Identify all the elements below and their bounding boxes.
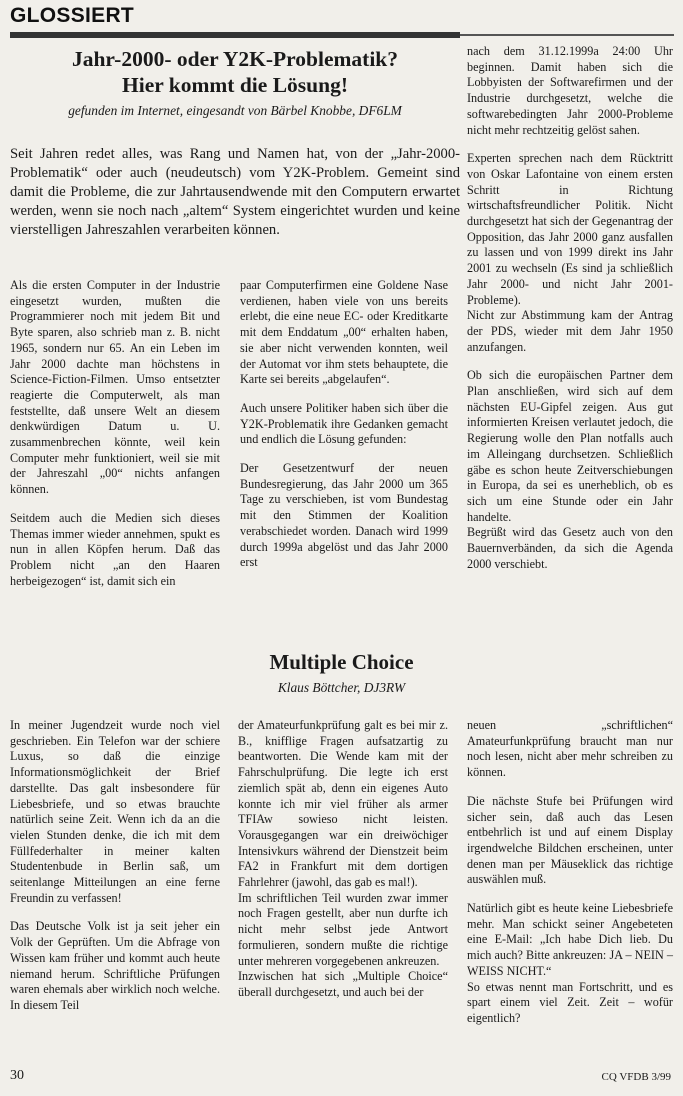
paragraph: paar Computerfirmen eine Goldene Nase verdienen, haben viele von uns bereits erlebt, die eine neue EC- oder Kreditkarte mit dem Enddatum „00“ erhalten haben, sie aber nicht verwenden konnten, weil der Automat vor ihm stets behauptete, die Karte sei bereits „abgelaufen“.	[240, 278, 448, 387]
paragraph: So etwas nennt man Fortschritt, und es spart einem viel Zeit. Zeit – wofür eigentlich?	[467, 979, 673, 1025]
paragraph: Seitdem auch die Medien sich dieses Themas immer wieder annehmen, spukt es nun in allen Köpfen herum. Daß das Problem nicht „an den Haaren herbeigezogen“ ist, damit sich ein	[10, 510, 220, 588]
paragraph: Nicht zur Abstimmung kam der Antrag der PDS, wieder mit dem Jahr 1950 anzufangen.	[467, 308, 673, 354]
article1-column-2	[240, 278, 448, 584]
article1-column-3	[467, 44, 673, 586]
magazine-issue: CQ VFDB 3/99	[601, 1071, 671, 1083]
paragraph: Die nächste Stufe bei Prüfungen wird sicher sein, daß auch das Lesen entbehrlich ist und auf einem Display irgendwelche Bildchen erscheinen, unter denen man per Mäuseklick das richtige auswählen muß.	[467, 793, 673, 887]
article1-title-line2: Hier kommt die Lösung!	[122, 73, 348, 97]
article2-byline: Klaus Böttcher, DJ3RW	[277, 680, 406, 695]
paragraph: der Amateurfunkprüfung galt es bei mir z. B., knifflige Fragen aufsatzartig zu beantworten. Die Wende kam mit der Fahrschulprüfung. Die legte ich erst ziemlich spät ab, denn ein eigenes Auto konnte ich mir viel früher als armer TFIAw sowieso nicht leisten. Vorausgegangen war ein dreiwöchiger Intensivkurs während der Dienstzeit beim FA2 in Frankfurt mit dem dortigen Fahrlehrer (jawohl, das gab es mal!).	[238, 718, 448, 890]
paragraph: In meiner Jugendzeit wurde noch viel geschrieben. Ein Telefon war der schiere Luxus, so daß die einzige Informationsmöglichkeit der Brief darstellte. Das galt insbesondere für Liebesbriefe, und so etwas brauchte natürlich seine Zeit. Wenn ich da an die vielen Stunden denke, die ich mit dem Füllfederhalter in meiner kalten Studentenbude in Berlin saß, um seitenlange Mitteilungen an eine ferne Freundin zu verfassen!	[10, 718, 220, 905]
paragraph: Inzwischen hat sich „Multiple Choice“ überall durchgesetzt, und auch bei der	[238, 969, 448, 999]
article2-column-3	[467, 718, 673, 1040]
paragraph: Im schriftlichen Teil wurden zwar immer noch Fragen gestellt, aber nun durfte ich nicht mehr selbst jede Antwort formulieren, sondern mußte die richtige unter mehreren vorgegebenen ankreuzen.	[238, 890, 448, 968]
article1-title	[10, 46, 460, 98]
paragraph: Der Gesetzentwurf der neuen Bundesregierung, das Jahr 2000 um 365 Tage zu verschieben, ist vom Bundestag mit den Stimmen der Koalition verabschiedet worden. Danach wird 1999 durch 1999a abgelöst und das Jahr 2000 erst	[240, 461, 448, 570]
paragraph: Das Deutsche Volk ist ja seit jeher ein Volk der Geprüften. Um die Abfrage von Wissen kam früher und kommt auch heute niemand herum. Schriftliche Prüfungen waren ehemals aber wirklich noch welche. In diesem Teil	[10, 919, 220, 1012]
header-rule-right	[460, 34, 674, 36]
paragraph: Ob sich die europäischen Partner dem Plan anschließen, wird sich auf dem nächsten EU-Gipfel zeigen. Aus gut informierten Kreisen verlautet jedoch, die Regierung wolle den Plan notfalls auch im Alleingang durchsetzen. Schließlich gäbe es schon heute Zeitverschiebungen in Europa, da sei es unerheblich, ob es sich um eine Stunde oder ein Jahr handelte.	[467, 368, 673, 524]
page-number: 30	[10, 1068, 24, 1083]
paragraph: neuen „schriftlichen“ Amateurfunkprüfung braucht man nur noch lesen, nicht aber mehr schreiben zu können.	[467, 718, 673, 780]
paragraph: nach dem 31.12.1999a 24:00 Uhr beginnen. Damit haben sich die Lobbyisten der Softwarefirmen und der Industrie durchgesetzt, welche die softwarebedingten Jahr 2000-Probleme nicht mehr rechtzeitig gelöst sahen.	[467, 44, 673, 137]
paragraph: Als die ersten Computer in der Industrie eingesetzt wurden, mußten die Programmierer noch mit jedem Bit und Byte sparen, also schrieb man z. B. nicht 1965, sondern nur 65. An ein Leben im Jahr 2000 dachte man höchstens in Science-Fiction-Filmen. Umso entsetzter reagierte die Computerwelt, als man feststellte, daß unsere Welt an diesem denkwürdigen Datum u. U. zusammenbrechen könnte, weil kein Computer mehr funktioniert, weil sie mit der Jahreszahl „00“ nichts anfangen können.	[10, 278, 220, 497]
article1-title-line1: Jahr-2000- oder Y2K-Problematik?	[71, 47, 399, 71]
article1-byline: gefunden im Internet, eingesandt von Bärbel Knobbe, DF6LM	[68, 103, 402, 118]
header-rule	[10, 32, 460, 38]
paragraph: Natürlich gibt es heute keine Liebesbriefe mehr. Man schickt seiner Angebeteten eine E-Mail: „Ich habe Dich lieb. Du mich auch? Bitte ankreuzen: JA – NEIN – WEISS NICHT.“	[467, 901, 673, 978]
article1-column-1	[10, 278, 220, 602]
paragraph: Experten sprechen nach dem Rücktritt von Oskar Lafontaine von einem ersten Schritt in Richtung wirtschaftsfreundlicher Politik. Nicht durchgesetzt hat sich der Gegenantrag der Opposition, das Jahr 2000 ganz ausfallen zu lassen und von 1999 direkt ins Jahr 2001 zu wechseln (Es sind ja schließlich Jahr 2000- und nicht Jahr 2001-Probleme).	[467, 151, 673, 307]
article2-column-1	[10, 718, 220, 1027]
article2-title: Multiple Choice	[269, 650, 414, 674]
paragraph: Begrüßt wird das Gesetz auch von den Bauernverbänden, da sich die Agenda 2000 verschiebt.	[467, 525, 673, 571]
article1-lead: Seit Jahren redet alles, was Rang und Namen hat, von der „Jahr-2000-Problematik“ oder auch (neudeutsch) vom Y2K-Problem. Gemeint sind damit die Probleme, die zur Jahrtausendwende mit den Computern erwartet werden, wenn sie noch nach „altem“ System eingerichtet wurden und keine vierstelligen Jahreszahlen verarbeiten können.	[10, 146, 460, 238]
paragraph: Auch unsere Politiker haben sich über die Y2K-Problematik ihre Gedanken gemacht und endlich die Lösung gefunden:	[240, 400, 448, 447]
article2-column-2	[238, 718, 448, 1014]
section-label: GLOSSIERT	[10, 4, 135, 27]
